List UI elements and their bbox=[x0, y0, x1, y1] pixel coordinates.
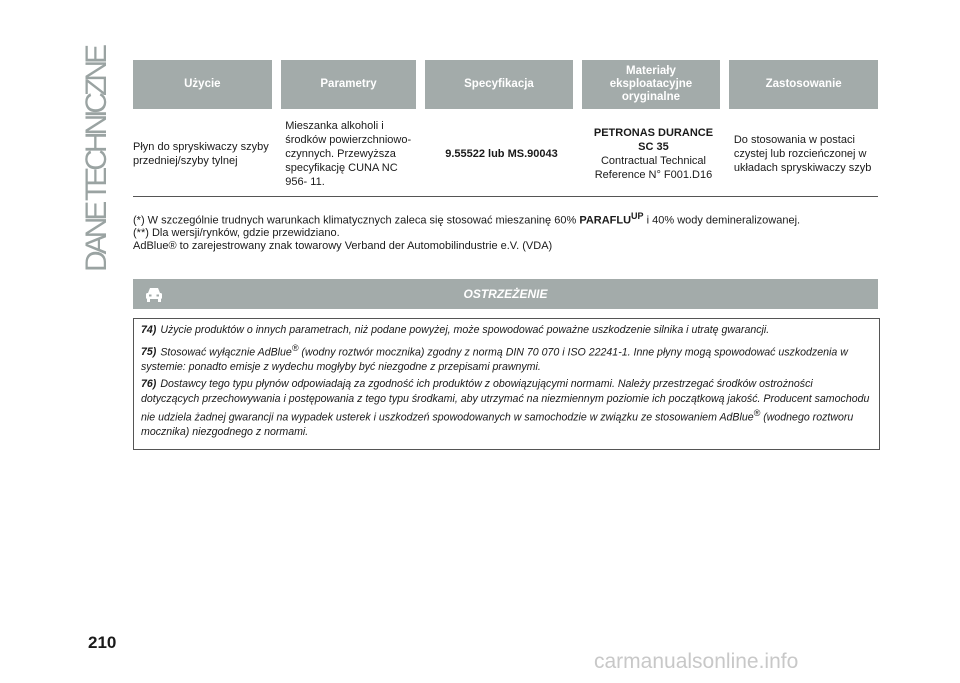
footnote-2: (**) Dla wersji/rynków, gdzie przewidziano. bbox=[133, 227, 340, 240]
car-warning-icon bbox=[143, 283, 165, 305]
cell-params: Mieszanka alkoholi i środków powierzchniowo-czynnych. Przewyższa specyfikację CUNA NC 956- 11. bbox=[276, 109, 421, 197]
header-application: Zastosowanie bbox=[725, 60, 878, 109]
header-materials: Materiały eksploatacyjne oryginalne bbox=[577, 60, 725, 109]
paraflu-brand: PARAFLU bbox=[579, 214, 632, 227]
cell-spec: 9.55522 lub MS.90043 bbox=[421, 109, 577, 197]
table-header-row bbox=[133, 60, 878, 109]
registered-mark: ® bbox=[753, 408, 761, 419]
warning-text-after: (wodnego roztworu mocznika) niezgodnego z normami. bbox=[141, 411, 854, 439]
cell-materials bbox=[577, 109, 725, 197]
fluids-spec-table bbox=[133, 60, 878, 197]
watermark: carmanualsonline.info bbox=[594, 650, 799, 673]
footnote-1 bbox=[133, 210, 893, 227]
paraflu-brand-sup: UP bbox=[631, 211, 644, 221]
header-spec: Specyfikacja bbox=[421, 60, 577, 109]
footnote-1-before: (*) W szczególnie trudnych warunkach klimatycznych zaleca się stosować mieszaninę 60% bbox=[133, 214, 577, 227]
warning-number: 76) bbox=[141, 378, 157, 391]
warning-item-74 bbox=[141, 323, 872, 338]
footnote-1-after: i 40% wody demineralizowanej. bbox=[646, 214, 801, 227]
warning-number: 74) bbox=[141, 324, 157, 336]
header-params: Parametry bbox=[276, 60, 421, 109]
warning-item-75 bbox=[141, 341, 872, 375]
cell-use: Płyn do spryskiwaczy szyby przedniej/szyby tylnej bbox=[133, 109, 276, 197]
material-reference: Contractual Technical Reference N° F001.D16 bbox=[594, 155, 713, 181]
material-name: PETRONAS DURANCE SC 35 bbox=[593, 127, 714, 153]
chapter-title-vertical bbox=[74, 40, 114, 275]
footnote-3: AdBlue® to zarejestrowany znak towarowy Verband der Automobilindustrie e.V. (VDA) bbox=[133, 239, 553, 252]
warning-title: OSTRZEŻENIE bbox=[463, 287, 548, 301]
warning-box bbox=[133, 318, 880, 450]
footnotes bbox=[133, 210, 893, 252]
warning-item-76 bbox=[141, 377, 872, 440]
header-use: Użycie bbox=[133, 60, 276, 109]
warning-text: Użycie produktów o innych parametrach, niż podane powyżej, może spowodować poważne uszkodzenie silnika i utratę gwarancji. bbox=[160, 324, 770, 336]
warning-text-before: Dostawcy tego typu płynów odpowiadają za zgodność ich produktów z obowiązującymi normami. Należy przestrzegać środków ostrożności dotyczących przechowywania i postępowania z tego typu środkami, aby utrzymać na niezmiennym poziomie ich początkową jakość. Producent samochodu nie udziela żadnej gwarancji na wypadek usterek i uszkodzeń spowodowanych w samochodzie w związku ze stosowaniem AdBlue bbox=[141, 378, 870, 424]
registered-mark: ® bbox=[291, 342, 299, 353]
warning-text-before: Stosować wyłącznie AdBlue bbox=[160, 346, 292, 359]
chapter-title-text: DANE TECHNICZNE bbox=[80, 44, 113, 272]
cell-application: Do stosowania w postaci czystej lub rozcieńczonej w układach spryskiwaczy szyb bbox=[725, 109, 878, 197]
warning-header bbox=[133, 279, 878, 309]
warning-text-after: (wodny roztwór mocznika) zgodny z normą DIN 70 070 i ISO 22241-1. Inne płyny mogą spowodować uszkodzenia w systemie: ponadto emisje z wydechu mogłyby być niezgodne z przepisami prawnymi. bbox=[141, 346, 848, 373]
chapter-title bbox=[74, 40, 114, 275]
warning-number: 75) bbox=[141, 346, 157, 359]
page-number: 210 bbox=[88, 633, 117, 652]
table-row bbox=[133, 109, 878, 197]
